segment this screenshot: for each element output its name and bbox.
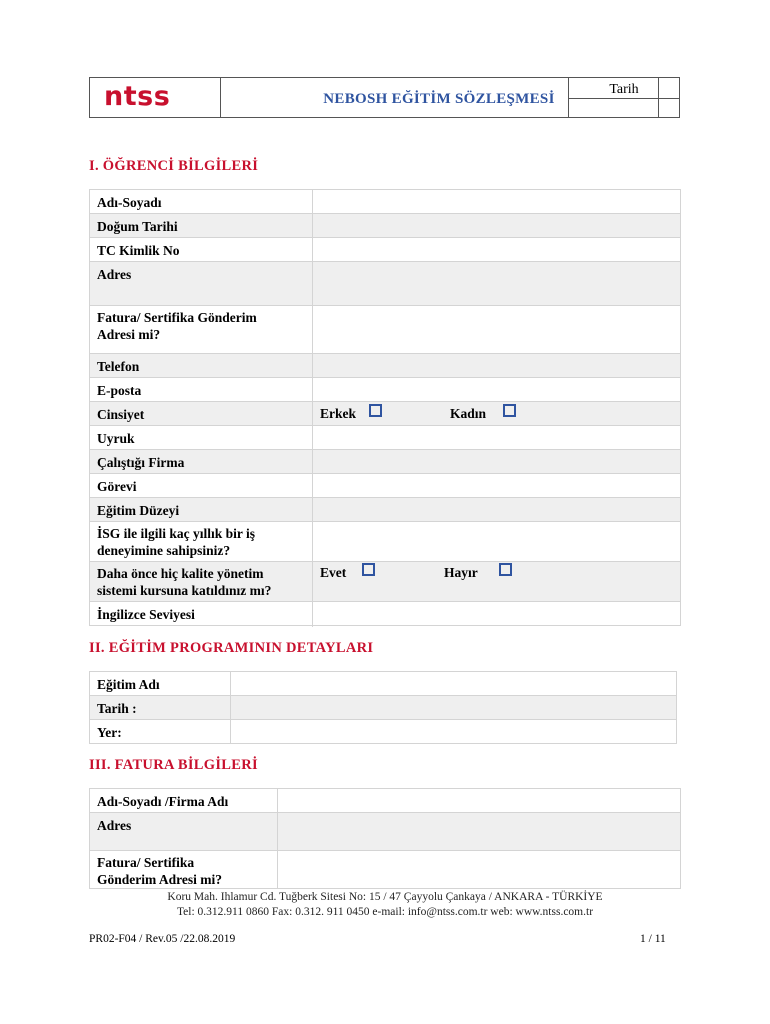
field-value-input[interactable] [313,262,680,306]
page-number: 1 / 11 [640,933,666,945]
field-label: Uyruk [97,431,135,446]
field-label: Eğitim Düzeyi [97,503,180,518]
field-label: Adı-Soyadı /Firma Adı [97,794,229,809]
field-value-input[interactable] [231,720,676,743]
gender-male-checkbox[interactable] [369,404,382,417]
field-label: Doğum Tarihi [97,219,178,234]
quality-course-yes-checkbox[interactable] [362,563,375,576]
field-value-input[interactable] [313,450,680,474]
program-details-table [89,671,677,744]
date-divider [569,98,679,99]
field-value-input[interactable] [313,474,680,498]
form-row-adres [90,813,680,851]
form-row-telefon [90,354,680,378]
quality-course-no-checkbox[interactable] [499,563,512,576]
gender-female-label: Kadın [450,406,487,421]
form-row-calistigi-firma [90,450,680,474]
section-program-title: II. EĞİTİM PROGRAMININ DETAYLARI [89,640,374,656]
field-value-input[interactable] [313,190,680,214]
date-label: Tarih [609,82,639,97]
form-row-i-sg-ile-ilgili-kac-yillik-bir-is [90,522,680,562]
field-label: Adres [97,267,132,282]
field-label: TC Kimlik No [97,243,180,258]
gender-female-checkbox[interactable] [503,404,516,417]
field-label: Eğitim Adı [97,677,160,692]
field-label: Görevi [97,479,137,494]
field-value-input[interactable] [313,354,680,378]
quality-course-yes-label: Evet [320,565,347,580]
field-label: Çalıştığı Firma [97,455,185,470]
form-row-adres [90,262,680,306]
form-row-gorevi [90,474,680,498]
field-label: Telefon [97,359,140,374]
field-label: Daha önce hiç kalite yönetim sistemi kursuna katıldınız mı? [97,566,272,598]
field-value-input[interactable] [313,426,680,450]
field-value-input[interactable] [313,306,680,354]
form-row-tc-kimlik-no [90,238,680,262]
field-label: Fatura/ Sertifika Gönderim Adresi mi? [97,855,223,887]
field-value-input[interactable] [313,238,680,262]
field-value-input[interactable] [313,214,680,238]
field-value-input[interactable] [278,851,680,888]
field-label: İngilizce Seviyesi [97,607,195,622]
field-label: Adres [97,818,132,833]
form-row-yer [90,720,676,743]
form-row-e-posta [90,378,680,402]
field-value-input[interactable] [231,672,676,696]
field-label: İSG ile ilgili kaç yıllık bir iş deneyimine sahipsiniz? [97,526,256,558]
form-row-dogum-tarihi [90,214,680,238]
form-row-cinsiyet [90,402,680,426]
gender-male-label: Erkek [320,406,357,421]
form-row-uyruk [90,426,680,450]
section-student-info-title: I. ÖĞRENCİ BİLGİLERİ [89,158,259,174]
form-row-daha-once-hic-kalite-yonetim [90,562,680,602]
field-label: Cinsiyet [97,407,145,422]
quality-course-no-label: Hayır [444,565,478,580]
form-row-tarih [90,696,676,720]
invoice-info-table [89,788,681,889]
field-label: E-posta [97,383,142,398]
form-row-egitim-adi [90,672,676,696]
field-label: Yer: [97,725,122,740]
field-label: Adı-Soyadı [97,195,162,210]
field-value-input[interactable] [313,378,680,402]
logo-cell [90,78,221,117]
footer-contact: Tel: 0.312.911 0860 Fax: 0.312. 911 0450 e-mail: info@ntss.com.tr web: www.ntss.com.tr [176,906,594,918]
form-row-i-ngilizce-seviyesi [90,602,680,627]
field-label: Fatura/ Sertifika Gönderim Adresi mi? [97,310,257,342]
student-info-table [89,189,681,626]
date-box [568,77,680,118]
document-title: NEBOSH EĞİTİM SÖZLEŞMESİ [323,91,555,107]
form-row-egitim-duzeyi [90,498,680,522]
form-row-fatura-sertifika-gonderim [90,306,680,354]
form-row-fatura-sertifika [90,851,680,888]
form-row-adi-soyadi-firma-adi [90,789,680,813]
field-value-input[interactable] [278,789,680,813]
section-invoice-title: III. FATURA BİLGİLERİ [89,757,258,773]
field-value-input[interactable] [278,813,680,851]
ntss-logo: ntss [104,81,171,112]
field-value-input[interactable] [313,602,680,627]
field-label: Tarih : [97,701,137,716]
form-row-adi-soyadi [90,190,680,214]
document-code: PR02-F04 / Rev.05 /22.08.2019 [89,933,236,945]
field-value-input[interactable] [231,696,676,720]
field-value-input[interactable] [313,498,680,522]
field-value-input[interactable] [313,522,680,562]
footer-address: Koru Mah. Ihlamur Cd. Tuğberk Sitesi No: 15 / 47 Çayyolu Çankaya / ANKARA - TÜRKİYE [167,891,603,903]
